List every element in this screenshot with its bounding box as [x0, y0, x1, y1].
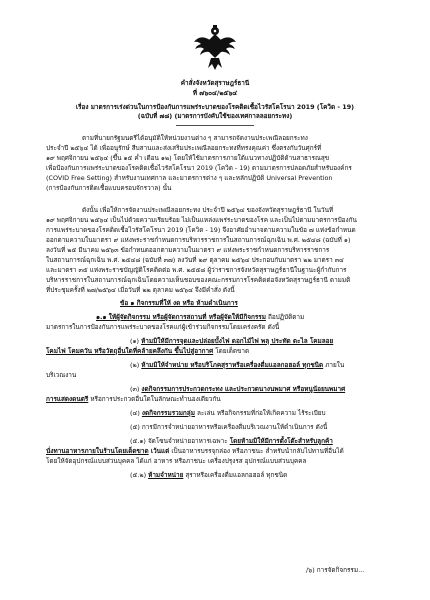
- body-line: และมาตรา ๓๕ แห่งพระราชบัญญัติโรคติดต่อ พ.ศ. ๒๕๕๘ ผู้ว่าราชการจังหวัดสุราษฎร์ธานีในฐานะผู้กำกับการ: [46, 266, 347, 274]
- item-1-emphasis-2: โคมไฟ โคมควัน หรือวัตถุอื่นใดที่คล้ายคลึงกัน ขึ้นไปสู่อากาศ: [46, 347, 214, 355]
- intro-line: (การป้องกันการติดเชื้อแบบครอบจักรวาล) นั้น: [46, 184, 172, 192]
- item-5-1-line-3: โดยให้จัดอุปกรณ์แบบส่วนบุคคล ได้แก่ อาหาร หรือภาชนะ เครื่องปรุงรส อุปกรณ์แบบส่วนบุคคล: [46, 457, 307, 465]
- body-line: บริหารราชการในสถานการณ์ฉุกเฉินโดยความเห็นชอบของคณะกรรมการโรคติดต่อจังหวัดสุราษฎร์ธานี ตามมติ: [46, 276, 351, 284]
- item-1: (๑) ห้ามมิให้มีการจุดและปล่อยบั้งไฟ ดอกไม้ไฟ พลุ ประทัด ตะไล โคมลอย: [130, 337, 334, 345]
- body-line: ในสถานการณ์ฉุกเฉิน พ.ศ. ๒๕๔๘ (ฉบับที่ ๓๗) ลงวันที่ ๒๙ ตุลาคม ๒๕๖๔ ประกอบกับมาตรา ๒๒ มาตรา ๓๔: [46, 256, 344, 264]
- item-1-line-2: โคมไฟ โคมควัน หรือวัตถุอื่นใดที่คล้ายคลึงกัน ขึ้นไปสู่อากาศ โดยเด็ดขาด: [46, 347, 250, 355]
- intro-line: ประจำปี ๒๕๖๔ ได้ เพื่ออนุรักษ์ สืบสานและส่งเสริมประเพณีลอยกระทงที่ทรงคุณค่า ซึ่งตรงกับวันศุกร์ที่: [46, 144, 322, 152]
- clause-1-1-head: ๑.๑ ให้ผู้จัดกิจกรรม หรือผู้จัดการสถานที่ หรือผู้จัดให้มีกิจกรรม: [96, 313, 266, 321]
- item-5-2: (๕.๒) ห้ามจำหน่าย สุราหรือเครื่องดื่มแอลกอฮอล์ ทุกชนิด: [130, 471, 288, 479]
- item-3-emphasis: งดกิจกรรมการประกวดกระทง และประกวดนางนพมาศ หรือหนูน้อยนพมาศ: [141, 385, 346, 393]
- clause-heading: ข้อ ๑ กิจกรรมที่ให้ งด หรือ ห้ามดำเนินการ: [120, 299, 238, 307]
- item-5: (๕) การมีการจำหน่ายอาหารหรือเครื่องดื่มบริเวณงานให้ดำเนินการ ดังนี้: [130, 423, 328, 431]
- item-2-emphasis: ห้ามมิให้จำหน่าย หรือบริโภคสุราหรือเครื่องดื่มแอลกอฮอล์ ทุกชนิด: [141, 361, 324, 369]
- item-5-1-line-2: นั่งทานอาหารภายในร้านโดยเด็ดขาด เว้นแต่ เป็นอาหารบรรจุกล่อง หรือภาชนะ สำหรับนำกลับไปทานที่อื่นได้: [46, 447, 344, 455]
- body-line: ๑๙ พฤศจิกายน ๒๕๖๔ เป็นไปด้วยความเรียบร้อย ไม่เป็นแหล่งแพร่ระบาดของโรค และเป็นไปตามมาตรการป้องกัน: [46, 216, 357, 224]
- body-line: ออกตามความในมาตรา ๙ แห่งพระราชกำหนดการบริหารราชการในสถานการณ์ฉุกเฉิน พ.ศ. ๒๕๔๘ (ฉบับที่ ๑): [46, 236, 351, 244]
- item-3-emphasis-2: การแสดงดนตรี: [46, 395, 89, 403]
- subject-line-2: (ฉบับที่ ๗๘) (มาตรการบังคับใช้ของเทศกาลลอยกระทง): [137, 112, 293, 120]
- clause-1-1-line-2: มาตรการในการป้องกันการแพร่ระบาดของโรคแก่ผู้เข้าร่วมกิจกรรมโดยเคร่งครัด ดังนี้: [46, 323, 280, 331]
- intro-line: ตามที่นายกรัฐมนตรีได้อนุมัติให้หน่วยงานต่าง ๆ สามารถจัดงานประเพณีลอยกระทง: [82, 134, 308, 142]
- body-line: ลงวันที่ ๒๕ มีนาคม ๒๕๖๓ ข้อกำหนดออกตามความในมาตรา ๙ แห่งพระราชกำหนดการบริหารราชการ: [46, 246, 330, 254]
- subject-line: เรื่อง มาตรการเร่งด่วนในการป้องกันการแพร่ระบาดของโรคติดเชื้อไวรัสโคโรนา 2019 (โควิด - 19): [75, 103, 355, 111]
- item-2-line-2: บริเวณงาน: [46, 371, 77, 379]
- order-number: ที่ ๗๖๐๔/๒๕๖๔: [192, 89, 238, 97]
- body-line: การแพร่ระบาดของโรคติดเชื้อไวรัสโคโรนา 2019 (โควิด - 19) จึงอาศัยอำนาจตามความในข้อ ๗ แห่งข้อกำหนด: [46, 226, 356, 234]
- body-line: ที่ประชุมครั้งที่ ๒๗/๒๕๖๔ เมื่อวันที่ ๒๒ ตุลาคม ๒๕๖๔ จึงมีคำสั่ง ดังนี้: [46, 286, 235, 294]
- clause-1-1-tail: ถือปฏิบัติตาม: [265, 313, 305, 321]
- item-5-1-emphasis-2: นั่งทานอาหารภายในร้านโดยเด็ดขาด: [46, 447, 149, 455]
- item-3: (๓) งดกิจกรรมการประกวดกระทง และประกวดนางนพมาศ หรือหนูน้อยนพมาศ: [130, 385, 346, 393]
- order-title: คำสั่งจังหวัดสุราษฎร์ธานี: [180, 79, 250, 87]
- item-5-1-emphasis: โดยห้ามมิให้มีการตั้งโต๊ะสำหรับลูกค้า: [229, 437, 333, 445]
- item-3-line-2: การแสดงดนตรี หรือการประกวดอื่นใดในลักษณะทำนองเดียวกัน: [46, 395, 221, 403]
- intro-line: เพื่อป้องกันการแพร่ระบาดของโรคติดเชื้อไวรัสโคโรนา 2019 (โควิด - 19) ตามมาตรการปลอดภัยสำหรับองค์กร: [46, 164, 352, 172]
- body-line: ดังนั้น เพื่อให้การจัดงานประเพณีลอยกระทง ประจำปี ๒๕๖๔ ของจังหวัดสุราษฎร์ธานี ในวันที่: [82, 206, 334, 214]
- item-2: (๒) ห้ามมิให้จำหน่าย หรือบริโภคสุราหรือเครื่องดื่มแอลกอฮอล์ ทุกชนิด ภายใน: [130, 361, 345, 369]
- garuda-seal-icon: [192, 22, 238, 72]
- divider-line: [176, 124, 254, 127]
- item-4: (๔) งดกิจกรรมรวมกลุ่ม ละเล่น หรือกิจกรรมที่ก่อให้เกิดความ ไร้ระเบียบ: [130, 409, 326, 417]
- intro-line: (COVID Free Setting) สำหรับงานเทศกาล และมาตรการต่าง ๆ และหลักปฏิบัติ Universal Prevention: [46, 174, 333, 182]
- item-5-1: (๕.๑) จัดโซนจำหน่ายอาหารเฉพาะ โดยห้ามมิให้มีการตั้งโต๊ะสำหรับลูกค้า: [130, 437, 333, 445]
- clause-1-1: [96, 313, 304, 322]
- item-1-emphasis: ห้ามมิให้มีการจุดและปล่อยบั้งไฟ ดอกไม้ไฟ พลุ ประทัด ตะไล โคมลอย: [141, 337, 334, 345]
- continuation-note: /๖) การจัดกิจกรรม...: [306, 566, 365, 574]
- intro-line: ๑๙ พฤศจิกายน ๒๕๖๔ (ขึ้น ๑๕ ค่ำ เดือน ๑๒) โดยให้ใช้มาตรการภายใต้แนวทางปฏิบัติด้านสาธารณสุข: [46, 154, 330, 162]
- item-5-2-emphasis: ห้ามจำหน่าย: [148, 471, 184, 479]
- item-4-emphasis: งดกิจกรรมรวมกลุ่ม: [141, 409, 195, 417]
